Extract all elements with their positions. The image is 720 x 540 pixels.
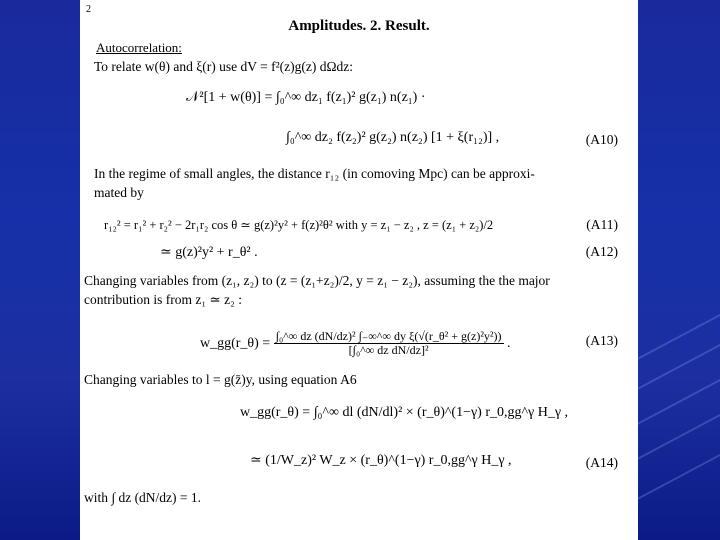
equation-a14-label: (A14) [585,455,618,470]
small-angles-text-line1: In the regime of small angles, the distance r₁₂ (in comoving Mpc) can be approxi- [94,166,535,181]
small-angles-text-line2: mated by [94,185,144,200]
equation-a13-fraction [274,330,504,357]
equation-a10-line1: 𝒩²[1 + w(θ)] = ∫₀^∞ dz₁ f(z₁)² g(z₁) n(z₁) · [186,90,426,105]
equation-a11: r₁₂² = r₁² + r₂² − 2r₁r₂ cos θ ≃ g(z)²y² + f(z)²θ² with y = z₁ − z₂ , z = (z₁ + z₂)/2 [104,218,494,232]
equation-a13-label: (A13) [585,333,618,348]
page-title: Amplitudes. 2. Result. [288,18,430,34]
equation-a10-label: (A10) [585,132,618,147]
equation-a13-numerator: ∫₀^∞ dz (dN/dz)² ∫₋∞^∞ dy ξ(√(r_θ² + g(z)²y²)) [275,329,502,343]
changing-to-l-text: Changing variables to l = g(z̄)y, using equation A6 [84,372,357,387]
equation-a13: w_gg(r_θ) = $\frac{\text{∫₀\textasciicircum{}∞ dz (dN/dz)² ∫₋∞\textasciicircum{}∞ dy ξ(√(r\_θ² + g(z)²y²))}}{\text{[∫₀\textasciicircum{}∞ dz dN/dz]²}}$ . [200,329,511,358]
equation-a13-lhs: w_gg(r_θ) = [200,335,271,351]
equation-a11-label: (A11) [586,217,618,232]
equation-a12-label: (A12) [585,244,618,259]
changing-variables-text-line1: Changing variables from (z₁, z₂) to (z = (z₁+z₂)/2, y = z₁ − z₂), assuming the the major [84,273,550,288]
page-number: 2 [86,4,91,15]
closing-text: with ∫ dz (dN/dz) = 1. [84,490,202,505]
equation-a12: ≃ g(z)²y² + r_θ² . [160,245,258,260]
equation-a14-line2: ≃ (1/W_z)² W_z × (r_θ)^(1−γ) r_0,gg^γ H_γ , [250,453,512,468]
changing-variables-text-line2: contribution is from z₁ ≃ z₂ : [84,292,242,307]
section-heading: Autocorrelation: [96,40,182,55]
intro-text: To relate w(θ) and ξ(r) use dV = f²(z)g(z) dΩdz: [94,59,354,74]
background-streaks [630,0,720,540]
paper-page [80,0,638,540]
equation-a14-line1: w_gg(r_θ) = ∫₀^∞ dl (dN/dl)² × (r_θ)^(1−γ) r_0,gg^γ H_γ , [240,405,569,420]
equation-a13-denominator: [∫₀^∞ dz dN/dz]² [348,343,429,358]
equation-a10-line2: ∫₀^∞ dz₂ f(z₂)² g(z₂) n(z₂) [1 + ξ(r₁₂)] , [286,130,500,145]
